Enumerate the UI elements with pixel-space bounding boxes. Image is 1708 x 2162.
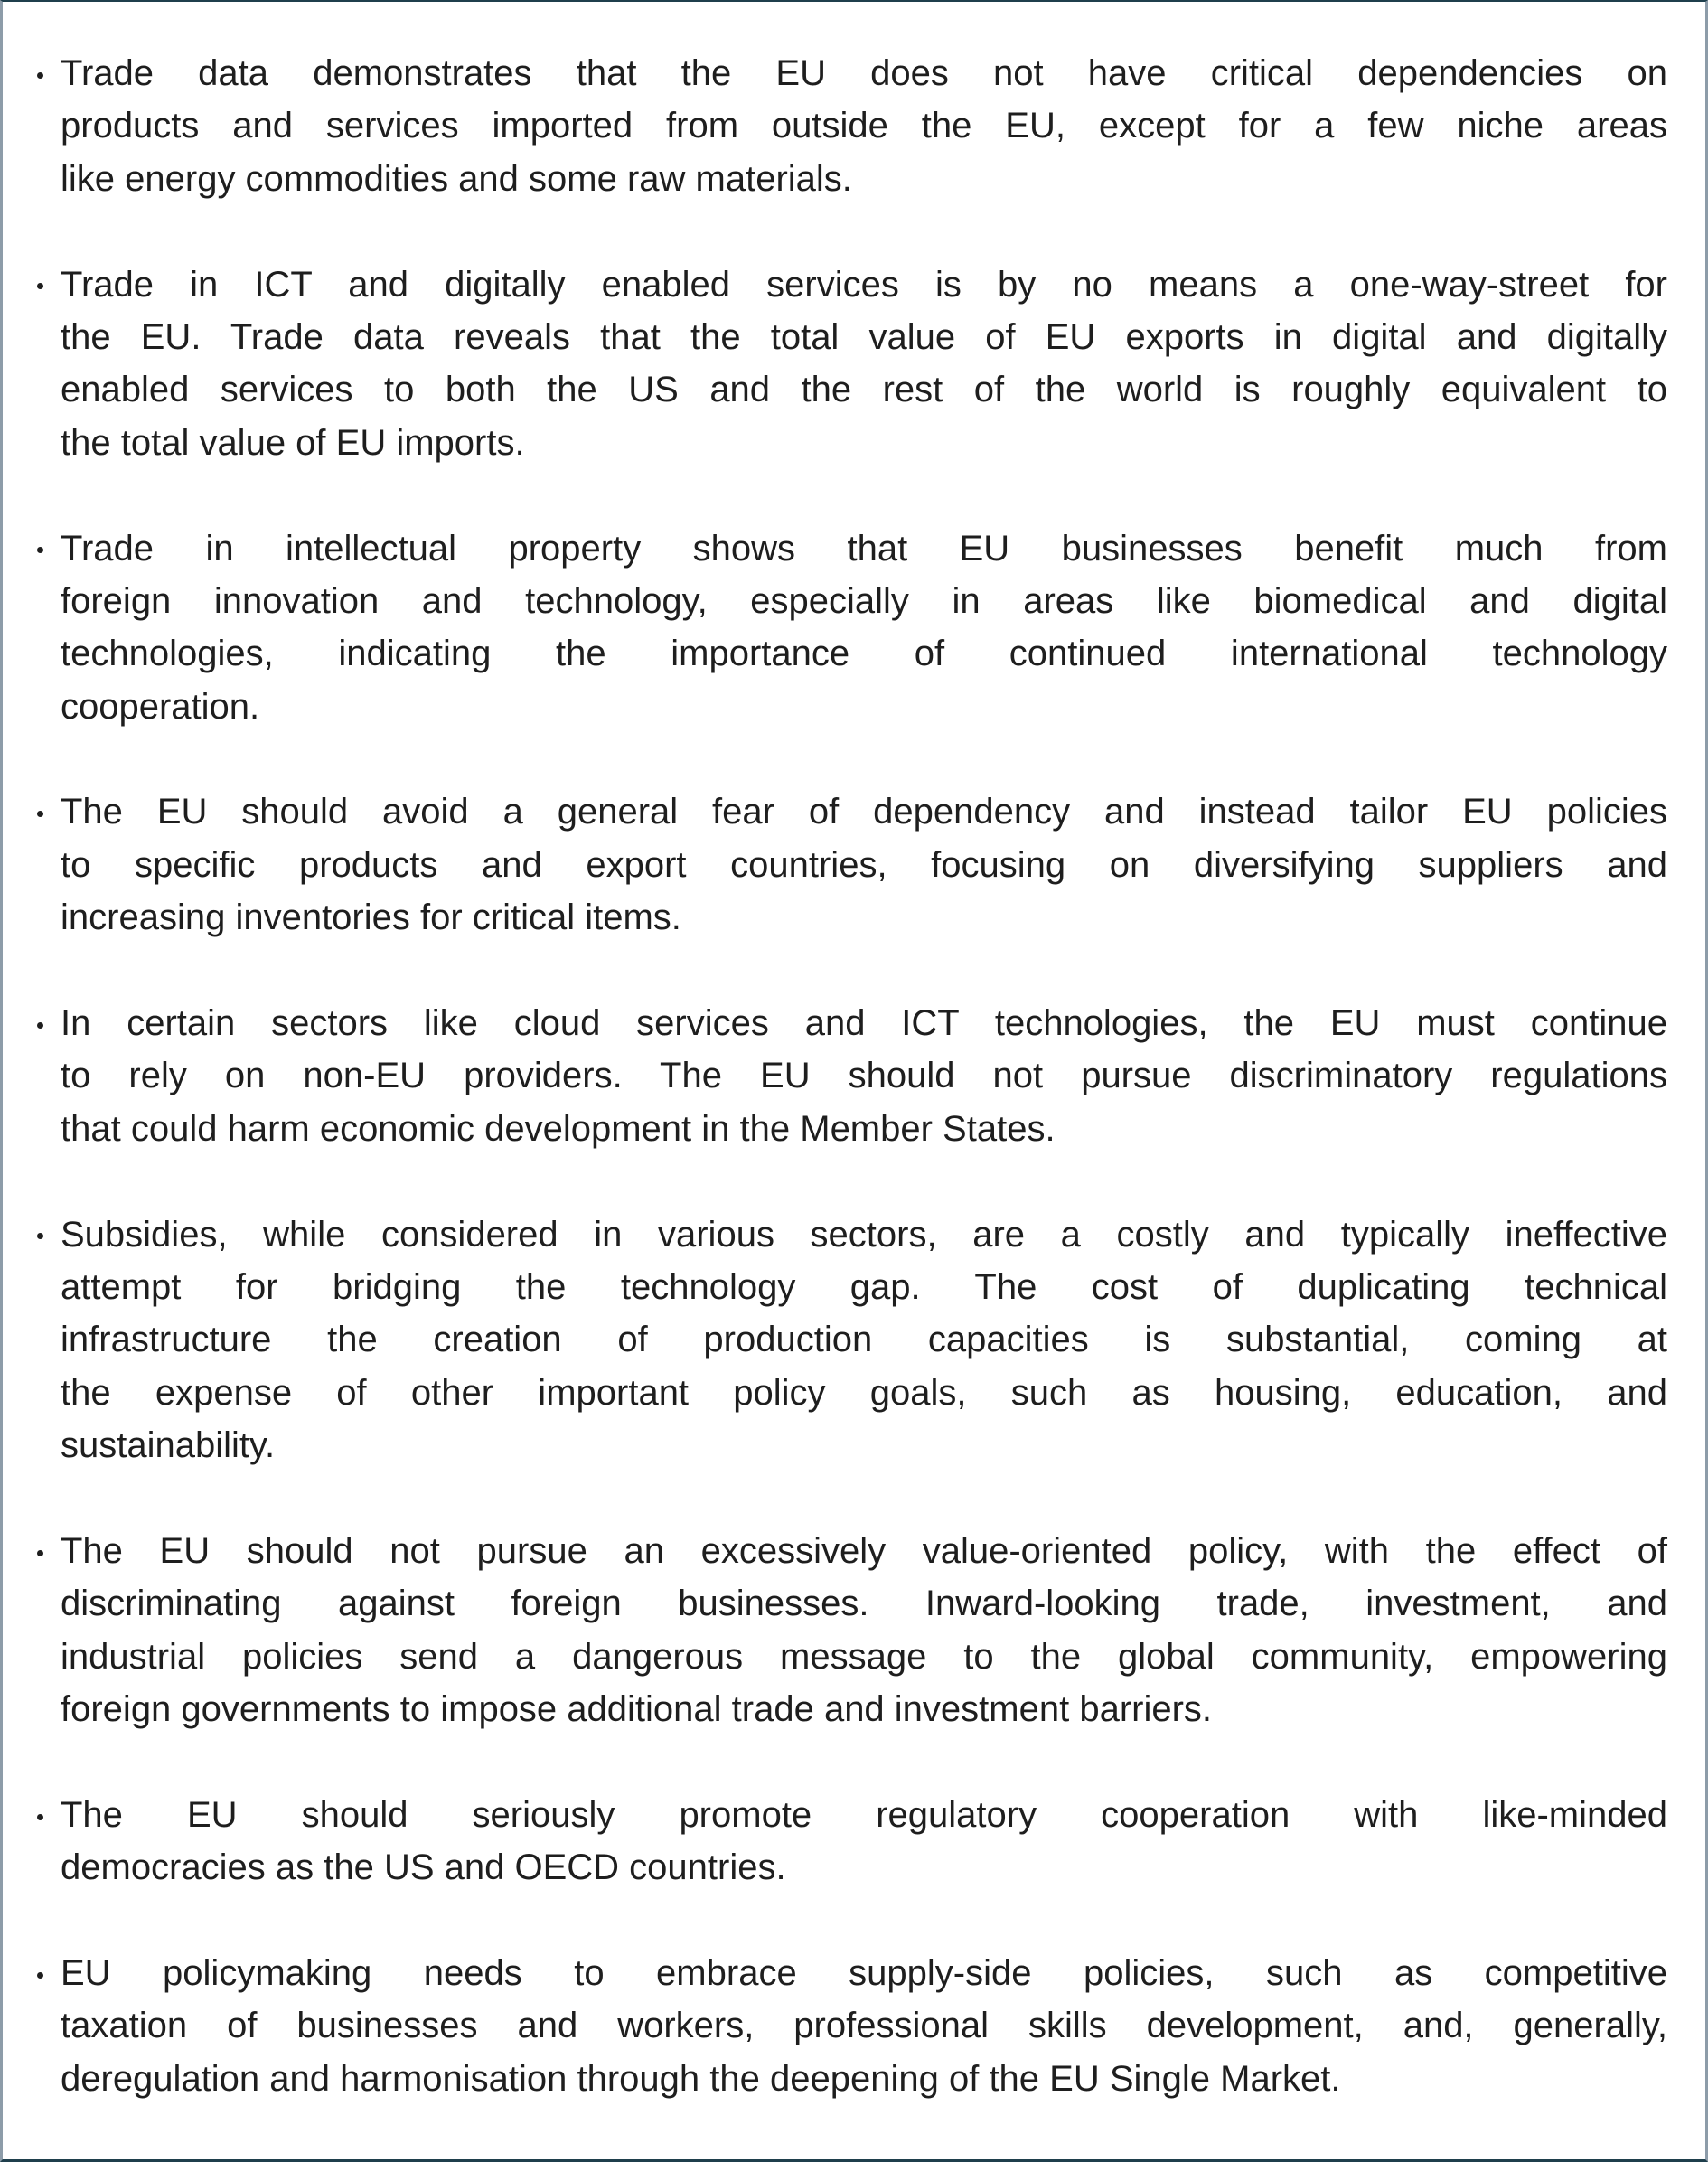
text-line: democracies as the US and OECD countries. bbox=[61, 1847, 786, 1888]
bullet-dot-icon bbox=[37, 785, 44, 838]
text-line: The EU should not pursue an excessively value-oriented policy, with the effect of bbox=[61, 1530, 1667, 1571]
text-line: EU policymaking needs to embrace supply-side policies, such as competitive bbox=[61, 1953, 1667, 1994]
text-line: the expense of other important policy goals, such as housing, education, and bbox=[61, 1372, 1667, 1413]
text-line: cooperation. bbox=[61, 686, 260, 727]
bullet-item-intellectual-property bbox=[61, 522, 1667, 734]
text-line: the total value of EU imports. bbox=[61, 422, 525, 463]
text-line: Trade in ICT and digitally enabled services is by no means a one-way-street for bbox=[61, 264, 1667, 305]
text-line: infrastructure the creation of production capacities is substantial, coming at bbox=[61, 1320, 1667, 1360]
text-line: sustainability. bbox=[61, 1425, 276, 1466]
text-line: like energy commodities and some raw materials. bbox=[61, 158, 852, 199]
text-line: to rely on non-EU providers. The EU should not pursue discriminatory regulations bbox=[61, 1056, 1667, 1096]
bullet-dot-icon bbox=[37, 1947, 44, 1999]
bullet-item-supply-side-policies bbox=[61, 1947, 1667, 2105]
text-line: industrial policies send a dangerous message to the global community, empowering bbox=[61, 1636, 1667, 1677]
bullet-dot-icon bbox=[37, 1789, 44, 1841]
bullet-item-regulatory-cooperation bbox=[61, 1789, 1667, 1894]
text-line: Trade in intellectual property shows that EU businesses benefit much from bbox=[61, 528, 1667, 569]
text-line: increasing inventories for critical items. bbox=[61, 898, 681, 938]
text-line: deregulation and harmonisation through the deepening of the EU Single Market. bbox=[61, 2058, 1341, 2099]
bullet-dot-icon bbox=[37, 1208, 44, 1261]
text-line: the EU. Trade data reveals that the total value of EU exports in digital and digitally bbox=[61, 316, 1667, 357]
text-line: Subsidies, while considered in various sectors, are a costly and typically ineffective bbox=[61, 1214, 1667, 1255]
bullet-item-dependencies bbox=[61, 47, 1667, 205]
text-line: that could harm economic development in the Member States. bbox=[61, 1108, 1056, 1149]
bullet-item-ict-trade bbox=[61, 258, 1667, 470]
text-line: The EU should avoid a general fear of dependency and instead tailor EU policies bbox=[61, 792, 1667, 832]
bullet-dot-icon bbox=[37, 258, 44, 311]
bullet-dot-icon bbox=[37, 47, 44, 99]
text-line: foreign governments to impose additional trade and investment barriers. bbox=[61, 1689, 1213, 1730]
text-line: In certain sectors like cloud services and ICT technologies, the EU must continue bbox=[61, 1003, 1667, 1044]
bullet-item-avoid-fear bbox=[61, 785, 1667, 944]
bullet-item-subsidies bbox=[61, 1208, 1667, 1472]
text-line: discriminating against foreign businesses. Inward-looking trade, investment, and bbox=[61, 1584, 1667, 1624]
text-line: to specific products and export countries, focusing on diversifying suppliers and bbox=[61, 844, 1667, 885]
text-line: products and services imported from outside the EU, except for a few niche areas bbox=[61, 106, 1667, 146]
bullet-list bbox=[61, 47, 1667, 2158]
bullet-dot-icon bbox=[37, 522, 44, 575]
bullet-dot-icon bbox=[37, 997, 44, 1049]
bullet-dot-icon bbox=[37, 1525, 44, 1577]
bullet-item-cloud-services bbox=[61, 997, 1667, 1155]
text-line: Trade data demonstrates that the EU does not have critical dependencies on bbox=[61, 53, 1667, 93]
bullet-item-value-oriented-policy bbox=[61, 1525, 1667, 1736]
text-line: The EU should seriously promote regulatory cooperation with like-minded bbox=[61, 1794, 1667, 1835]
text-line: enabled services to both the US and the rest of the world is roughly equivalent to bbox=[61, 370, 1667, 410]
text-line: technologies, indicating the importance of continued international technology bbox=[61, 634, 1667, 674]
text-line: taxation of businesses and workers, professional skills development, and, generally, bbox=[61, 2006, 1667, 2046]
text-line: attempt for bridging the technology gap. The cost of duplicating technical bbox=[61, 1266, 1667, 1307]
text-line: foreign innovation and technology, especially in areas like biomedical and digital bbox=[61, 580, 1667, 621]
